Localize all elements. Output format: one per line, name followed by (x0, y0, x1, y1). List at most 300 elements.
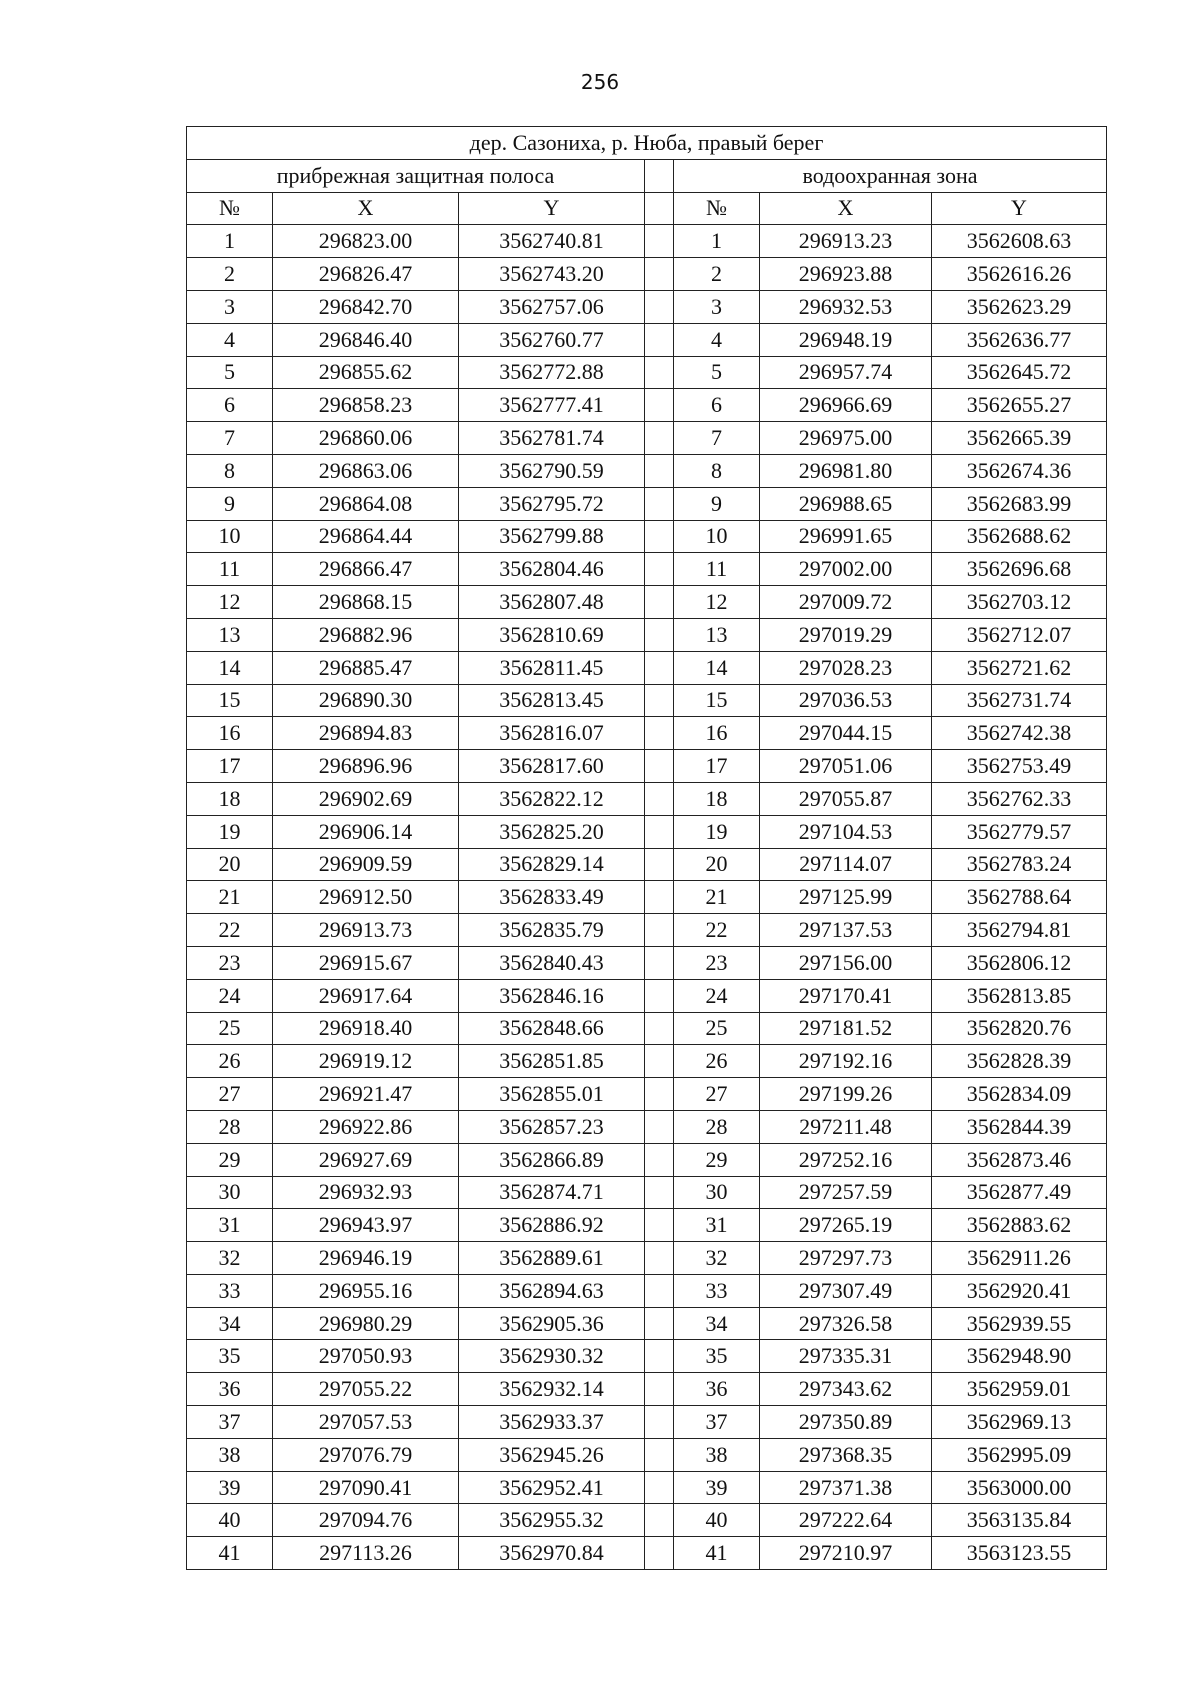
right-cell-y: 3562948.90 (932, 1340, 1107, 1373)
right-cell-y: 3562703.12 (932, 586, 1107, 619)
left-cell-y: 3562886.92 (459, 1209, 645, 1242)
column-spacer (645, 487, 674, 520)
right-cell-y: 3562783.24 (932, 848, 1107, 881)
left-cell-x: 296846.40 (273, 323, 459, 356)
column-spacer (645, 454, 674, 487)
column-spacer (645, 356, 674, 389)
column-spacer (645, 389, 674, 422)
left-cell-y: 3562866.89 (459, 1143, 645, 1176)
right-cell-x: 296913.23 (760, 225, 932, 258)
left-cell-y: 3562790.59 (459, 454, 645, 487)
table-row (187, 1209, 1107, 1242)
left-cell-num: 41 (187, 1537, 273, 1570)
left-cell-y: 3562777.41 (459, 389, 645, 422)
right-cell-num: 1 (674, 225, 760, 258)
right-cell-y: 3562828.39 (932, 1045, 1107, 1078)
right-cell-num: 7 (674, 422, 760, 455)
column-spacer (645, 717, 674, 750)
table-row (187, 389, 1107, 422)
left-cell-y: 3562846.16 (459, 979, 645, 1012)
right-cell-num: 35 (674, 1340, 760, 1373)
column-spacer (645, 1045, 674, 1078)
left-cell-y: 3562829.14 (459, 848, 645, 881)
table-row (187, 1537, 1107, 1570)
left-cell-x: 296921.47 (273, 1078, 459, 1111)
right-cell-y: 3562616.26 (932, 258, 1107, 291)
right-cell-x: 297009.72 (760, 586, 932, 619)
right-cell-num: 18 (674, 782, 760, 815)
left-cell-num: 15 (187, 684, 273, 717)
right-cell-y: 3562608.63 (932, 225, 1107, 258)
left-cell-num: 25 (187, 1012, 273, 1045)
column-spacer (645, 815, 674, 848)
table-row (187, 454, 1107, 487)
left-cell-x: 296955.16 (273, 1274, 459, 1307)
right-cell-num: 30 (674, 1176, 760, 1209)
right-cell-y: 3562788.64 (932, 881, 1107, 914)
left-cell-num: 27 (187, 1078, 273, 1111)
table-row (187, 881, 1107, 914)
table-row (187, 1471, 1107, 1504)
right-cell-x: 297192.16 (760, 1045, 932, 1078)
left-cell-x: 296896.96 (273, 750, 459, 783)
left-section-title: прибрежная защитная полоса (187, 159, 645, 192)
left-cell-y: 3562932.14 (459, 1373, 645, 1406)
right-cell-num: 13 (674, 618, 760, 651)
left-cell-x: 296922.86 (273, 1110, 459, 1143)
table-row (187, 1143, 1107, 1176)
left-cell-num: 18 (187, 782, 273, 815)
right-cell-y: 3562877.49 (932, 1176, 1107, 1209)
right-cell-x: 296988.65 (760, 487, 932, 520)
left-cell-y: 3562874.71 (459, 1176, 645, 1209)
left-cell-y: 3562905.36 (459, 1307, 645, 1340)
column-spacer (645, 553, 674, 586)
table-row (187, 848, 1107, 881)
right-cell-x: 296923.88 (760, 258, 932, 291)
right-cell-y: 3562721.62 (932, 651, 1107, 684)
right-cell-y: 3562959.01 (932, 1373, 1107, 1406)
column-spacer (645, 1078, 674, 1111)
left-cell-num: 1 (187, 225, 273, 258)
left-cell-x: 296858.23 (273, 389, 459, 422)
left-cell-x: 297094.76 (273, 1504, 459, 1537)
left-cell-y: 3562810.69 (459, 618, 645, 651)
right-cell-x: 297371.38 (760, 1471, 932, 1504)
column-spacer (645, 1537, 674, 1570)
right-cell-x: 296981.80 (760, 454, 932, 487)
right-cell-x: 297368.35 (760, 1438, 932, 1471)
left-cell-num: 13 (187, 618, 273, 651)
left-cell-num: 10 (187, 520, 273, 553)
right-cell-num: 17 (674, 750, 760, 783)
right-cell-num: 31 (674, 1209, 760, 1242)
left-cell-y: 3562825.20 (459, 815, 645, 848)
left-cell-y: 3562804.46 (459, 553, 645, 586)
right-cell-x: 297055.87 (760, 782, 932, 815)
right-cell-num: 5 (674, 356, 760, 389)
table-row (187, 1012, 1107, 1045)
left-cell-num: 30 (187, 1176, 273, 1209)
right-cell-x: 297044.15 (760, 717, 932, 750)
left-cell-y: 3562807.48 (459, 586, 645, 619)
column-spacer (645, 1242, 674, 1275)
left-cell-y: 3562795.72 (459, 487, 645, 520)
left-cell-x: 297113.26 (273, 1537, 459, 1570)
left-cell-y: 3562952.41 (459, 1471, 645, 1504)
left-cell-num: 20 (187, 848, 273, 881)
table-body (187, 225, 1107, 1570)
right-cell-x: 297222.64 (760, 1504, 932, 1537)
left-cell-num: 17 (187, 750, 273, 783)
column-spacer (645, 684, 674, 717)
left-cell-y: 3562816.07 (459, 717, 645, 750)
column-spacer (645, 946, 674, 979)
column-spacer (645, 1143, 674, 1176)
left-cell-x: 296906.14 (273, 815, 459, 848)
table-row (187, 750, 1107, 783)
left-cell-x: 296866.47 (273, 553, 459, 586)
right-cell-x: 297343.62 (760, 1373, 932, 1406)
column-spacer (645, 192, 674, 225)
table-row (187, 553, 1107, 586)
left-cell-y: 3562833.49 (459, 881, 645, 914)
table-row (187, 946, 1107, 979)
left-cell-x: 297050.93 (273, 1340, 459, 1373)
column-spacer (645, 651, 674, 684)
right-cell-num: 39 (674, 1471, 760, 1504)
right-cell-num: 6 (674, 389, 760, 422)
left-cell-x: 296864.44 (273, 520, 459, 553)
left-cell-num: 22 (187, 914, 273, 947)
left-cell-num: 29 (187, 1143, 273, 1176)
right-cell-y: 3562779.57 (932, 815, 1107, 848)
right-cell-y: 3563123.55 (932, 1537, 1107, 1570)
table-row (187, 1340, 1107, 1373)
right-cell-x: 297297.73 (760, 1242, 932, 1275)
left-cell-y: 3562740.81 (459, 225, 645, 258)
column-spacer (645, 1209, 674, 1242)
right-cell-x: 297252.16 (760, 1143, 932, 1176)
left-cell-y: 3562855.01 (459, 1078, 645, 1111)
right-cell-y: 3562674.36 (932, 454, 1107, 487)
right-cell-x: 297350.89 (760, 1406, 932, 1439)
page-number: 256 (580, 70, 620, 94)
right-cell-x: 297210.97 (760, 1537, 932, 1570)
column-spacer (645, 258, 674, 291)
right-cell-y: 3562873.46 (932, 1143, 1107, 1176)
left-cell-num: 24 (187, 979, 273, 1012)
left-cell-x: 296894.83 (273, 717, 459, 750)
left-cell-y: 3562757.06 (459, 290, 645, 323)
right-cell-num: 15 (674, 684, 760, 717)
table-row (187, 323, 1107, 356)
right-cell-y: 3562813.85 (932, 979, 1107, 1012)
table-row (187, 356, 1107, 389)
right-cell-num: 4 (674, 323, 760, 356)
column-spacer (645, 979, 674, 1012)
left-cell-y: 3562930.32 (459, 1340, 645, 1373)
column-spacer (645, 159, 674, 192)
right-cell-num: 20 (674, 848, 760, 881)
right-cell-x: 297028.23 (760, 651, 932, 684)
right-y-header: Y (932, 192, 1107, 225)
left-cell-y: 3562955.32 (459, 1504, 645, 1537)
right-cell-num: 22 (674, 914, 760, 947)
right-cell-x: 297335.31 (760, 1340, 932, 1373)
right-cell-num: 12 (674, 586, 760, 619)
left-cell-x: 296860.06 (273, 422, 459, 455)
right-cell-y: 3562806.12 (932, 946, 1107, 979)
table-row (187, 914, 1107, 947)
table-row (187, 651, 1107, 684)
column-spacer (645, 1012, 674, 1045)
right-cell-y: 3562731.74 (932, 684, 1107, 717)
right-cell-num: 16 (674, 717, 760, 750)
left-cell-x: 296882.96 (273, 618, 459, 651)
column-spacer (645, 422, 674, 455)
right-cell-num: 37 (674, 1406, 760, 1439)
left-cell-x: 297055.22 (273, 1373, 459, 1406)
left-cell-num: 38 (187, 1438, 273, 1471)
column-spacer (645, 1307, 674, 1340)
column-spacer (645, 618, 674, 651)
right-cell-x: 296948.19 (760, 323, 932, 356)
left-cell-x: 296913.73 (273, 914, 459, 947)
right-cell-num: 40 (674, 1504, 760, 1537)
right-cell-x: 297170.41 (760, 979, 932, 1012)
right-cell-y: 3562834.09 (932, 1078, 1107, 1111)
right-cell-x: 297181.52 (760, 1012, 932, 1045)
right-cell-x: 297002.00 (760, 553, 932, 586)
column-spacer (645, 914, 674, 947)
left-cell-y: 3562813.45 (459, 684, 645, 717)
right-cell-num: 10 (674, 520, 760, 553)
column-spacer (645, 1504, 674, 1537)
right-cell-x: 296957.74 (760, 356, 932, 389)
right-cell-num: 32 (674, 1242, 760, 1275)
right-cell-x: 297019.29 (760, 618, 932, 651)
right-cell-num: 33 (674, 1274, 760, 1307)
left-cell-x: 296912.50 (273, 881, 459, 914)
left-cell-y: 3562945.26 (459, 1438, 645, 1471)
left-cell-x: 296919.12 (273, 1045, 459, 1078)
left-cell-y: 3562933.37 (459, 1406, 645, 1439)
left-cell-y: 3562799.88 (459, 520, 645, 553)
left-cell-num: 5 (187, 356, 273, 389)
right-cell-x: 296991.65 (760, 520, 932, 553)
table-row (187, 1373, 1107, 1406)
left-cell-x: 296980.29 (273, 1307, 459, 1340)
column-header-row (187, 192, 1107, 225)
left-cell-y: 3562851.85 (459, 1045, 645, 1078)
right-cell-num: 19 (674, 815, 760, 848)
right-cell-num: 23 (674, 946, 760, 979)
left-cell-y: 3562857.23 (459, 1110, 645, 1143)
left-cell-x: 296918.40 (273, 1012, 459, 1045)
right-cell-x: 297307.49 (760, 1274, 932, 1307)
left-cell-num: 12 (187, 586, 273, 619)
table-row (187, 1078, 1107, 1111)
left-cell-x: 296927.69 (273, 1143, 459, 1176)
table-row (187, 1274, 1107, 1307)
column-spacer (645, 1373, 674, 1406)
right-cell-x: 297257.59 (760, 1176, 932, 1209)
right-cell-y: 3562883.62 (932, 1209, 1107, 1242)
right-cell-y: 3562623.29 (932, 290, 1107, 323)
right-cell-x: 297104.53 (760, 815, 932, 848)
column-spacer (645, 1471, 674, 1504)
right-cell-x: 297199.26 (760, 1078, 932, 1111)
left-cell-y: 3562772.88 (459, 356, 645, 389)
left-cell-num: 35 (187, 1340, 273, 1373)
right-cell-num: 41 (674, 1537, 760, 1570)
table-row (187, 1176, 1107, 1209)
column-spacer (645, 1274, 674, 1307)
right-x-header: X (760, 192, 932, 225)
right-cell-num: 3 (674, 290, 760, 323)
left-num-header: № (187, 192, 273, 225)
section-header-row (187, 159, 1107, 192)
right-cell-y: 3562683.99 (932, 487, 1107, 520)
left-cell-x: 296909.59 (273, 848, 459, 881)
table-row (187, 225, 1107, 258)
coordinates-table (186, 126, 1107, 1570)
right-cell-num: 28 (674, 1110, 760, 1143)
right-cell-y: 3562665.39 (932, 422, 1107, 455)
left-cell-num: 7 (187, 422, 273, 455)
left-cell-x: 297090.41 (273, 1471, 459, 1504)
table-row (187, 258, 1107, 291)
left-cell-x: 296823.00 (273, 225, 459, 258)
right-cell-y: 3563135.84 (932, 1504, 1107, 1537)
table-row (187, 782, 1107, 815)
right-cell-x: 297051.06 (760, 750, 932, 783)
column-spacer (645, 1438, 674, 1471)
left-cell-num: 40 (187, 1504, 273, 1537)
column-spacer (645, 323, 674, 356)
table-row (187, 1406, 1107, 1439)
right-cell-y: 3562794.81 (932, 914, 1107, 947)
left-cell-x: 296902.69 (273, 782, 459, 815)
right-cell-y: 3562688.62 (932, 520, 1107, 553)
left-cell-num: 2 (187, 258, 273, 291)
right-cell-num: 34 (674, 1307, 760, 1340)
column-spacer (645, 881, 674, 914)
table-row (187, 979, 1107, 1012)
right-cell-y: 3562939.55 (932, 1307, 1107, 1340)
right-cell-y: 3562844.39 (932, 1110, 1107, 1143)
column-spacer (645, 290, 674, 323)
left-cell-num: 23 (187, 946, 273, 979)
left-cell-x: 297057.53 (273, 1406, 459, 1439)
right-cell-y: 3562920.41 (932, 1274, 1107, 1307)
left-cell-num: 39 (187, 1471, 273, 1504)
right-cell-y: 3562645.72 (932, 356, 1107, 389)
right-cell-num: 11 (674, 553, 760, 586)
left-cell-x: 296946.19 (273, 1242, 459, 1275)
right-cell-num: 25 (674, 1012, 760, 1045)
right-cell-x: 297265.19 (760, 1209, 932, 1242)
left-cell-x: 296917.64 (273, 979, 459, 1012)
left-cell-y: 3562760.77 (459, 323, 645, 356)
right-cell-num: 36 (674, 1373, 760, 1406)
right-cell-y: 3562655.27 (932, 389, 1107, 422)
table-row (187, 717, 1107, 750)
left-cell-y: 3562835.79 (459, 914, 645, 947)
left-cell-num: 34 (187, 1307, 273, 1340)
table-row (187, 1045, 1107, 1078)
left-cell-x: 296943.97 (273, 1209, 459, 1242)
left-cell-x: 296915.67 (273, 946, 459, 979)
left-cell-y: 3562840.43 (459, 946, 645, 979)
column-spacer (645, 1110, 674, 1143)
right-cell-num: 29 (674, 1143, 760, 1176)
left-x-header: X (273, 192, 459, 225)
table-row (187, 1307, 1107, 1340)
left-cell-y: 3562811.45 (459, 651, 645, 684)
right-cell-x: 297036.53 (760, 684, 932, 717)
right-section-title: водоохранная зона (674, 159, 1107, 192)
left-cell-x: 296855.62 (273, 356, 459, 389)
column-spacer (645, 225, 674, 258)
left-cell-y: 3562822.12 (459, 782, 645, 815)
right-cell-num: 27 (674, 1078, 760, 1111)
column-spacer (645, 520, 674, 553)
left-cell-num: 11 (187, 553, 273, 586)
column-spacer (645, 1176, 674, 1209)
left-cell-x: 296863.06 (273, 454, 459, 487)
left-cell-num: 6 (187, 389, 273, 422)
left-cell-x: 297076.79 (273, 1438, 459, 1471)
right-cell-num: 8 (674, 454, 760, 487)
left-cell-num: 31 (187, 1209, 273, 1242)
left-cell-num: 26 (187, 1045, 273, 1078)
right-cell-y: 3562712.07 (932, 618, 1107, 651)
left-cell-num: 3 (187, 290, 273, 323)
right-cell-num: 9 (674, 487, 760, 520)
right-cell-x: 297125.99 (760, 881, 932, 914)
table-row (187, 618, 1107, 651)
right-cell-num: 21 (674, 881, 760, 914)
table-row (187, 1110, 1107, 1143)
right-cell-y: 3562762.33 (932, 782, 1107, 815)
right-cell-x: 297326.58 (760, 1307, 932, 1340)
table-row (187, 1504, 1107, 1537)
table-row (187, 586, 1107, 619)
right-cell-y: 3562696.68 (932, 553, 1107, 586)
right-cell-y: 3563000.00 (932, 1471, 1107, 1504)
right-cell-num: 38 (674, 1438, 760, 1471)
left-cell-num: 19 (187, 815, 273, 848)
table-row (187, 684, 1107, 717)
left-cell-x: 296826.47 (273, 258, 459, 291)
right-cell-x: 296975.00 (760, 422, 932, 455)
right-cell-y: 3562742.38 (932, 717, 1107, 750)
left-cell-num: 32 (187, 1242, 273, 1275)
left-cell-x: 296932.93 (273, 1176, 459, 1209)
table-row (187, 520, 1107, 553)
left-cell-y: 3562889.61 (459, 1242, 645, 1275)
left-cell-num: 33 (187, 1274, 273, 1307)
left-cell-num: 28 (187, 1110, 273, 1143)
left-cell-num: 9 (187, 487, 273, 520)
left-cell-y: 3562817.60 (459, 750, 645, 783)
table-row (187, 1242, 1107, 1275)
column-spacer (645, 1406, 674, 1439)
right-cell-y: 3562753.49 (932, 750, 1107, 783)
right-cell-num: 14 (674, 651, 760, 684)
